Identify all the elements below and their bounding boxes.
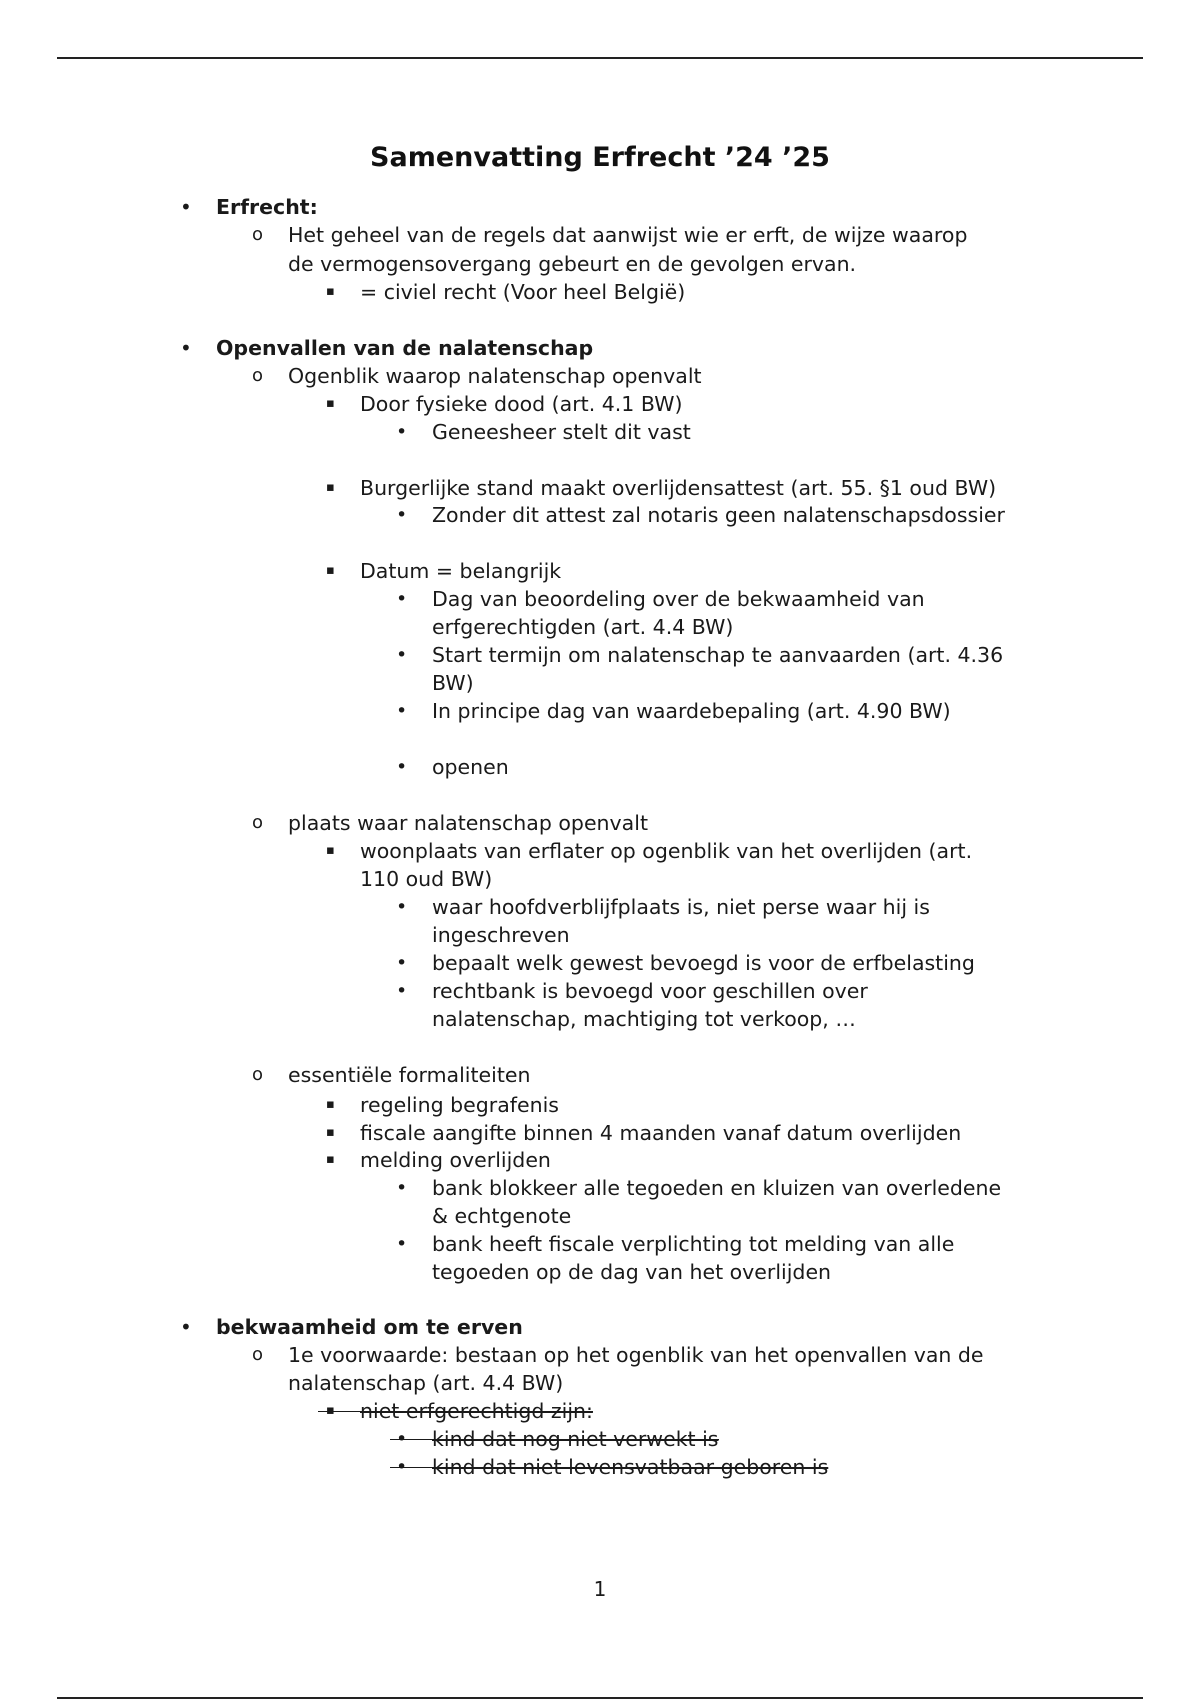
- square-bullet-icon: ▪: [326, 396, 335, 411]
- item-text: Burgerlijke stand maakt overlijdensattest (art. 55. §1 oud BW): [360, 476, 997, 500]
- list-item: [252, 221, 968, 249]
- item-text: kind dat nog niet verwekt is: [432, 1427, 719, 1451]
- list-item-continuation: [432, 921, 570, 949]
- list-item-continuation: [432, 1005, 856, 1033]
- bullet-icon: •: [396, 1428, 408, 1450]
- item-text: bekwaamheid om te erven: [216, 1315, 523, 1339]
- item-text: BW): [432, 671, 474, 695]
- list-item: [396, 977, 868, 1005]
- list-item: [396, 1230, 955, 1258]
- bullet-icon: •: [180, 336, 192, 360]
- list-item: [326, 474, 997, 502]
- bullet-icon: •: [396, 644, 408, 666]
- square-bullet-icon: ▪: [326, 563, 335, 578]
- item-text: rechtbank is bevoegd voor geschillen over: [432, 979, 868, 1003]
- bullet-icon: •: [180, 1315, 192, 1339]
- item-text: bank heeft fiscale verplichting tot melding van alle: [432, 1232, 955, 1256]
- list-item-struck: [396, 1425, 719, 1453]
- header-rule: [57, 57, 1143, 59]
- list-item: [252, 1341, 984, 1369]
- item-text: bepaalt welk gewest bevoegd is voor de erfbelasting: [432, 951, 975, 975]
- item-text: de vermogensovergang gebeurt en de gevolgen ervan.: [288, 252, 857, 276]
- item-text: 1e voorwaarde: bestaan op het ogenblik van het openvallen van de: [288, 1343, 984, 1367]
- bullet-icon: •: [396, 952, 408, 974]
- item-text: openen: [432, 755, 509, 779]
- square-bullet-icon: ▪: [326, 284, 335, 299]
- square-bullet-icon: ▪: [326, 843, 335, 858]
- bullet-icon: •: [396, 1456, 408, 1478]
- bullet-icon: •: [396, 1177, 408, 1199]
- list-item: [326, 837, 973, 865]
- page-title: Samenvatting Erfrecht ’24 ’25: [370, 142, 830, 173]
- list-item: [326, 278, 686, 306]
- bullet-icon: •: [180, 195, 192, 219]
- circle-bullet-icon: o: [252, 1344, 264, 1365]
- item-text: ingeschreven: [432, 923, 570, 947]
- item-text: In principe dag van waardebepaling (art. 4.90 BW): [432, 699, 951, 723]
- item-text: & echtgenote: [432, 1204, 572, 1228]
- list-item: [396, 949, 975, 977]
- item-text: erfgerechtigden (art. 4.4 BW): [432, 615, 734, 639]
- list-item: [252, 809, 648, 837]
- list-item-continuation: [432, 1258, 831, 1286]
- item-text: Het geheel van de regels dat aanwijst wie er erft, de wijze waarop: [288, 223, 968, 247]
- page-number: 1: [593, 1577, 607, 1601]
- item-text: waar hoofdverblijfplaats is, niet perse waar hij is: [432, 895, 930, 919]
- item-text: plaats waar nalatenschap openvalt: [288, 811, 648, 835]
- item-text: woonplaats van erflater op ogenblik van het overlijden (art.: [360, 839, 973, 863]
- circle-bullet-icon: o: [252, 224, 264, 245]
- item-text: Door fysieke dood (art. 4.1 BW): [360, 392, 683, 416]
- list-item: [396, 585, 925, 613]
- square-bullet-icon: ▪: [326, 1403, 335, 1418]
- item-text: niet erfgerechtigd zijn:: [360, 1399, 593, 1423]
- square-bullet-icon: ▪: [326, 1097, 335, 1112]
- footer-rule: [57, 1697, 1143, 1699]
- list-item: [326, 390, 683, 418]
- circle-bullet-icon: o: [252, 1064, 264, 1085]
- item-text: Ogenblik waarop nalatenschap openvalt: [288, 364, 702, 388]
- item-text: tegoeden op de dag van het overlijden: [432, 1260, 832, 1284]
- square-bullet-icon: ▪: [326, 1152, 335, 1167]
- list-item: [326, 557, 562, 585]
- bullet-icon: •: [396, 421, 408, 443]
- item-text: fiscale aangifte binnen 4 maanden vanaf datum overlijden: [360, 1121, 962, 1145]
- list-item-continuation: [432, 669, 474, 697]
- item-text: 110 oud BW): [360, 867, 493, 891]
- list-item: [396, 501, 1005, 529]
- bullet-icon: •: [396, 588, 408, 610]
- list-item: [396, 418, 691, 446]
- bullet-icon: •: [396, 1233, 408, 1255]
- list-item-continuation: [288, 250, 856, 278]
- list-item: [326, 1119, 962, 1147]
- bullet-icon: •: [396, 980, 408, 1002]
- list-item-struck: [326, 1397, 593, 1425]
- square-bullet-icon: ▪: [326, 480, 335, 495]
- item-text: nalatenschap, machtiging tot verkoop, …: [432, 1007, 856, 1031]
- item-text: bank blokkeer alle tegoeden en kluizen van overledene: [432, 1176, 1002, 1200]
- list-item-continuation: [288, 1369, 563, 1397]
- list-item: [396, 753, 509, 781]
- item-text: Start termijn om nalatenschap te aanvaarden (art. 4.36: [432, 643, 1004, 667]
- item-text: melding overlijden: [360, 1148, 551, 1172]
- item-text: Openvallen van de nalatenschap: [216, 336, 594, 360]
- list-item-continuation: [432, 1202, 571, 1230]
- list-item: [252, 362, 702, 390]
- item-text: Datum = belangrijk: [360, 559, 562, 583]
- square-bullet-icon: ▪: [326, 1125, 335, 1140]
- item-text: = civiel recht (Voor heel België): [360, 280, 686, 304]
- item-text: Zonder dit attest zal notaris geen nalatenschapsdossier: [432, 503, 1005, 527]
- list-item: [396, 697, 951, 725]
- list-item-bekwaamheid: [180, 1313, 523, 1341]
- item-text: kind dat niet levensvatbaar geboren is: [432, 1455, 829, 1479]
- list-item-erfrecht: [180, 193, 318, 221]
- list-item-struck: [396, 1453, 829, 1481]
- list-item: [396, 893, 930, 921]
- circle-bullet-icon: o: [252, 365, 264, 386]
- item-text: nalatenschap (art. 4.4 BW): [288, 1371, 564, 1395]
- item-text: regeling begrafenis: [360, 1093, 559, 1117]
- circle-bullet-icon: o: [252, 812, 264, 833]
- bullet-icon: •: [396, 756, 408, 778]
- list-item-continuation: [432, 613, 733, 641]
- item-text: Dag van beoordeling over de bekwaamheid van: [432, 587, 925, 611]
- list-item-openvallen: [180, 334, 594, 362]
- list-item: [396, 1174, 1002, 1202]
- list-item: [252, 1061, 531, 1089]
- list-item: [326, 1146, 551, 1174]
- list-item-continuation: [360, 865, 492, 893]
- bullet-icon: •: [396, 700, 408, 722]
- item-text: Geneesheer stelt dit vast: [432, 420, 691, 444]
- bullet-icon: •: [396, 896, 408, 918]
- list-item: [326, 1091, 559, 1119]
- item-text: essentiële formaliteiten: [288, 1063, 531, 1087]
- list-item: [396, 641, 1004, 669]
- bullet-icon: •: [396, 504, 408, 526]
- item-text: Erfrecht:: [216, 195, 318, 219]
